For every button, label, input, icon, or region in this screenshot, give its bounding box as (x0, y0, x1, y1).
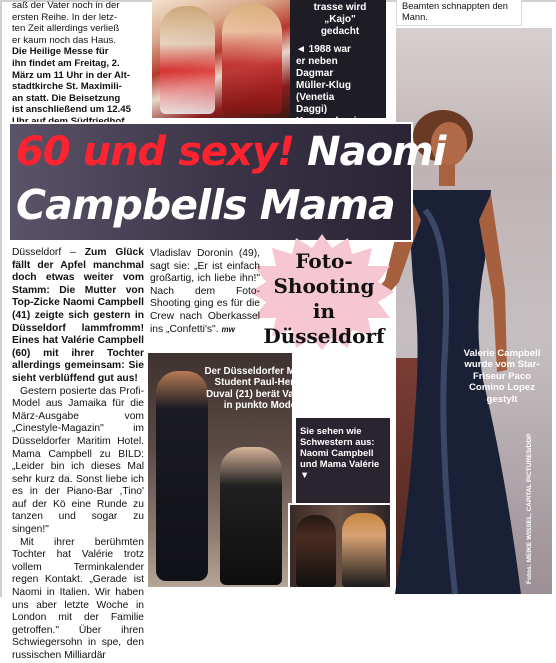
text-line: ihn findet am Freitag, 2. (12, 57, 120, 69)
lead-paragraph: Zum Glück fällt der Apfel manchmal doch etwas weiter vom Stamm: Die Mutter von Top-Zicke Naomi Campbell (41) zeigte sich gestern in Düsseldorf lammfromm! Eines hat Valérie Campbell (60) mit ihrer Tochter allerdings gemeinsam: Sie sieht verblüffend gut aus! (12, 247, 144, 384)
starburst-text (262, 249, 386, 349)
text-line: Beamten schnappten den (402, 1, 508, 11)
text-line: ersten Reihe. In der letz- (12, 11, 118, 23)
starburst-line: Shooting in (273, 274, 375, 323)
sisters-photo (288, 503, 392, 589)
article-left-column (12, 247, 144, 663)
headline-line-1 (16, 128, 445, 176)
photo-figure (222, 4, 282, 114)
starburst-line: Foto- (295, 249, 353, 273)
text-line: er kaum noch das Haus. (12, 34, 116, 46)
text-line: stadtkirche St. Maximili- (12, 81, 122, 93)
caption-line: (Venetia (296, 92, 335, 103)
text-line: Mann. (402, 12, 428, 22)
author-signature: mw (221, 324, 235, 334)
text-line: ist anschließend um 12.45 (12, 104, 131, 116)
article-paragraph: Vladislav Doronin (49), sagt sie: „Er ist einfach großartig, ich liebe ihn!" Nach dem Foto-Shooting ging es für die Crew nach Oberkassel ins „Confetti's". (150, 248, 260, 335)
text-line: an statt. Die Beisetzung (12, 92, 121, 104)
dateline: Düsseldorf – (12, 247, 76, 258)
headline-line-2: Campbells Mama (16, 181, 395, 229)
top-article-fragment (12, 0, 152, 128)
photo-figure (296, 515, 336, 587)
photo-credit: Fotos: MEIKE WISSEL, CAPITAL PICTURES/DDP (526, 433, 533, 584)
headline-red-part: 60 und sexy! (16, 129, 295, 175)
designer-caption: Der Düsseldorfer Mode-Student Paul-Henry Duval (21) berät Valérie in punkto Mode (204, 366, 316, 412)
text-line: ten Zeit allerdings verließ (12, 23, 120, 35)
text-line: saß der Vater noch in der (12, 0, 120, 11)
caption-line: Daggi) (296, 104, 328, 115)
caption-line: Müller-Klug (296, 80, 351, 91)
photo-figure (220, 447, 282, 585)
starburst-line: Düsseldorf (263, 324, 385, 348)
caption-line: gedacht (320, 26, 360, 37)
text-line: März um 11 Uhr in der Alt- (12, 69, 130, 81)
caption-line: trasse wird (313, 2, 367, 13)
photo-figure (156, 371, 208, 581)
top-right-text (402, 1, 520, 23)
valerie-caption: Valerie Campbell wurde vom Star-Friseur Paco Comino Lopez gestylt (463, 348, 541, 405)
article-paragraph: Mit ihrer berühmten Tochter hat Valérie trotz vollem Terminkalender regen Kontakt. „Gerade ist Naomi in Italien. Wir haben uns aber letzte Woche in London mit der Familie getroffen." Über ihren Schwiegersohn in spe, den russischen Milliardär (12, 536, 144, 661)
photo-figure (342, 513, 386, 587)
caption-line: er neben (296, 56, 338, 67)
sisters-caption: Sie sehen wie Schwestern aus: Naomi Campbell und Mama Valérie ▼ (300, 425, 380, 480)
caption-line: „Kajo" (324, 14, 356, 25)
photo-figure (160, 6, 215, 114)
caption-line: ◄ 1988 war (296, 44, 351, 55)
headline-white-part: Naomi (307, 129, 446, 175)
caption-line: Dagmar (296, 68, 334, 79)
text-line: Die Heilige Messe für (12, 46, 109, 58)
article-mid-column (150, 248, 260, 336)
article-paragraph: Gestern posierte das Profi-Model aus Jamaika für die März-Ausgabe vom „Cinestyle-Magazin" im Düsseldorfer Maritim Hotel. Mama Campbell zu BILD: „Leider bin ich dieses Mal sehr kurz da. Sonst liebe ich es in der Piano-Bar ,Tino' auf der Kö eine Runde zu tanzen und sogar zu singen!" (12, 385, 144, 536)
carnival-photo (152, 0, 290, 118)
